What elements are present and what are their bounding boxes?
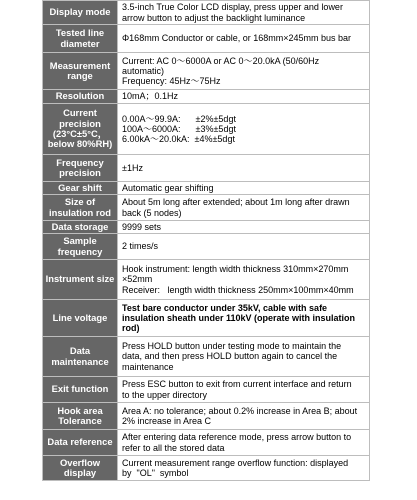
spec-row <box>43 221 370 234</box>
spec-value-line: 100A～6000A: ±3%±5dgt <box>122 123 236 134</box>
spec-value-line: About 5m long after extended; about 1m long after drawn <box>122 197 350 208</box>
spec-value-line: 0.00A～99.9A: ±2%±5dgt <box>122 113 236 124</box>
specification-table <box>42 0 370 481</box>
spec-row <box>43 53 370 90</box>
spec-label-text: Current precision (23°C±5°C，below 80%RH) <box>47 107 113 150</box>
spec-value-line: After entering data reference mode, press arrow button to <box>122 432 352 443</box>
spec-label-text: Sample frequency <box>57 235 103 257</box>
spec-label-text: Line voltage <box>52 311 108 323</box>
spec-label-text: Data maintenance <box>51 345 109 367</box>
spec-label <box>43 104 118 155</box>
spec-row <box>43 90 370 104</box>
spec-row <box>43 403 370 430</box>
spec-value-line: Receiver: length width thickness 250mm×100mm×40mm <box>122 284 354 295</box>
spec-value <box>118 377 370 403</box>
spec-value <box>118 456 370 481</box>
spec-label-text: Frequency precision <box>56 156 104 178</box>
spec-label <box>43 195 118 221</box>
spec-row <box>43 155 370 182</box>
spec-value-line: rod) <box>122 323 140 334</box>
spec-label <box>43 221 118 234</box>
spec-value-line: 6.00kA～20.0kA: ±4%±5dgt <box>122 134 235 145</box>
spec-value <box>118 90 370 104</box>
spec-label <box>43 377 118 403</box>
spec-label <box>43 403 118 430</box>
spec-value-line: 2% increase in Area C <box>122 416 212 426</box>
spec-row <box>43 182 370 195</box>
spec-value-line: Test bare conductor under 35kV, cable with safe <box>122 302 328 313</box>
spec-label <box>43 456 118 481</box>
spec-label <box>43 430 118 456</box>
spec-value <box>118 104 370 155</box>
spec-label <box>43 337 118 377</box>
spec-value-line: Press HOLD button under testing mode to maintain the <box>122 341 342 352</box>
spec-value-line: refer to all the stored data <box>122 442 225 453</box>
spec-label <box>43 155 118 182</box>
spec-value-line: by "OL" symbol <box>122 468 189 478</box>
spec-label-text: Instrument size <box>45 273 115 285</box>
spec-label-text: Data reference <box>47 436 113 448</box>
specification-table-body <box>43 1 370 481</box>
spec-label-text: Exit function <box>51 383 109 395</box>
spec-label <box>43 182 118 195</box>
spec-row <box>43 1 370 25</box>
spec-value <box>118 221 370 234</box>
spec-label-text: Display mode <box>49 6 111 18</box>
spec-value <box>118 234 370 260</box>
spec-value-line: Current measurement range overflow function: displayed <box>122 457 349 468</box>
spec-label-text: Data storage <box>51 220 109 232</box>
spec-value-line: automatic) <box>122 65 165 76</box>
spec-row <box>43 430 370 456</box>
spec-value-line: Φ168mm Conductor or cable, or 168mm×245mm bus bar <box>122 33 352 44</box>
spec-row <box>43 25 370 53</box>
spec-value-line: ±1Hz <box>122 162 143 173</box>
spec-value-line: insulation sheath under 110kV (operate with insulation <box>122 312 356 323</box>
spec-value-line: ×52mm <box>122 274 153 285</box>
spec-label <box>43 1 118 25</box>
spec-value <box>118 260 370 300</box>
spec-label-text: Hook area Tolerance <box>57 404 103 426</box>
spec-row <box>43 234 370 260</box>
spec-value-line: Area A: no tolerance; about 0.2% increase in Area B; about <box>122 405 358 416</box>
spec-value-line: Press ESC button to exit from current interface and return <box>122 379 352 390</box>
spec-value <box>118 182 370 195</box>
spec-value-line: Current: AC 0～6000A or AC 0～20.0kA (50/60Hz <box>122 55 320 66</box>
spec-value-line: data, and then press HOLD button again to cancel the <box>122 351 338 362</box>
spec-row <box>43 300 370 337</box>
spec-label <box>43 234 118 260</box>
spec-value-line: back (5 nodes) <box>122 207 182 218</box>
spec-row <box>43 456 370 481</box>
spec-value-line: Hook instrument: length width thickness 310mm×270mm <box>122 264 349 275</box>
spec-value-line: 2 times/s <box>122 241 159 252</box>
spec-label-text: Measurement range <box>49 59 111 81</box>
spec-value-line: 3.5-inch True Color LCD display, press upper and lower <box>122 2 343 13</box>
spec-label <box>43 53 118 90</box>
spec-value <box>118 195 370 221</box>
spec-value <box>118 25 370 53</box>
spec-value <box>118 430 370 456</box>
spec-label-text: Tested line diameter <box>55 27 105 49</box>
spec-value-line: Frequency: 45Hz～75Hz <box>122 76 221 87</box>
spec-value-line: 9999 sets <box>122 221 162 232</box>
spec-value <box>118 300 370 337</box>
spec-value-line: Automatic gear shifting <box>122 182 214 193</box>
spec-row <box>43 104 370 155</box>
spec-value-line: to the upper directory <box>122 389 208 400</box>
spec-label <box>43 90 118 104</box>
spec-value-line: 10mA；0.1Hz <box>122 91 179 102</box>
spec-value <box>118 155 370 182</box>
spec-row <box>43 260 370 300</box>
spec-label-text: Size of insulation rod <box>49 196 111 218</box>
spec-value-line: arrow button to adjust the backlight luminance <box>122 12 306 23</box>
spec-label-text: Overflow display <box>59 456 101 478</box>
spec-row <box>43 337 370 377</box>
spec-row <box>43 195 370 221</box>
spec-label <box>43 260 118 300</box>
spec-label-text: Gear shift <box>58 181 102 193</box>
spec-value <box>118 403 370 430</box>
spec-value <box>118 337 370 377</box>
spec-row <box>43 377 370 403</box>
spec-value-line: maintenance <box>122 361 174 372</box>
spec-label-text: Resolution <box>55 90 105 102</box>
spec-label <box>43 300 118 337</box>
spec-value <box>118 1 370 25</box>
spec-label <box>43 25 118 53</box>
spec-value <box>118 53 370 90</box>
